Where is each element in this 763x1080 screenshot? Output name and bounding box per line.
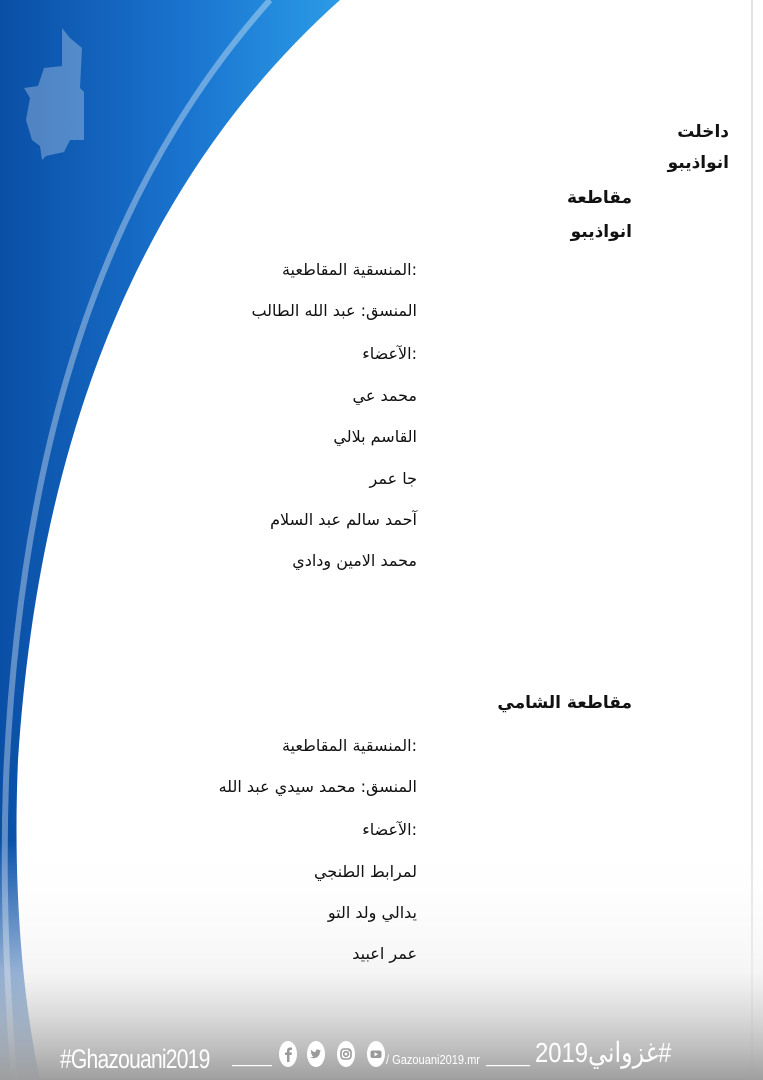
section2-line: المنسق: محمد سيدي عبد الله xyxy=(218,777,417,796)
section1-line: القاسم بلالي xyxy=(333,427,417,446)
header-title-line1: داخلت xyxy=(677,122,729,142)
section1-line: :الآعضاء xyxy=(362,344,417,363)
footer-divider-right xyxy=(486,1064,530,1068)
section1-heading-line1: مقاطعة xyxy=(566,188,632,208)
section1-heading-line2: انواذيبو xyxy=(570,222,632,242)
facebook-icon[interactable] xyxy=(278,1040,298,1068)
map-icon xyxy=(24,28,84,160)
section1-line: :المنسقية المقاطعية xyxy=(281,260,417,279)
section2-line: :الآعضاء xyxy=(362,820,417,839)
instagram-icon[interactable] xyxy=(336,1040,356,1068)
section1-line: المنسق: عبد الله الطالب xyxy=(251,301,417,320)
section2-line: يدالي ولد التو xyxy=(327,903,417,922)
youtube-icon[interactable] xyxy=(366,1040,386,1068)
section2-line: عمر اعبيد xyxy=(352,944,417,963)
footer-divider-left xyxy=(232,1064,272,1068)
footer-hashtag-left: #Ghazouani2019 xyxy=(60,1044,210,1074)
section2-line: :المنسقية المقاطعية xyxy=(281,736,417,755)
twitter-icon[interactable] xyxy=(306,1040,326,1068)
section1-line: محمد عي xyxy=(352,386,417,405)
header-title-line2: انواذيبو xyxy=(667,153,729,173)
footer-website[interactable]: / Gazouani2019.mr xyxy=(386,1052,480,1067)
section1-line: جا عمر xyxy=(369,469,417,488)
section1-line: محمد الامين ودادي xyxy=(292,551,417,570)
section1-line: آحمد سالم عبد السلام xyxy=(270,510,417,529)
section2-heading: مقاطعة الشامي xyxy=(497,693,632,713)
footer-hashtag-right: #غزواني2019 xyxy=(534,1037,671,1068)
section2-line: لمرابط الطنجي xyxy=(313,862,417,881)
